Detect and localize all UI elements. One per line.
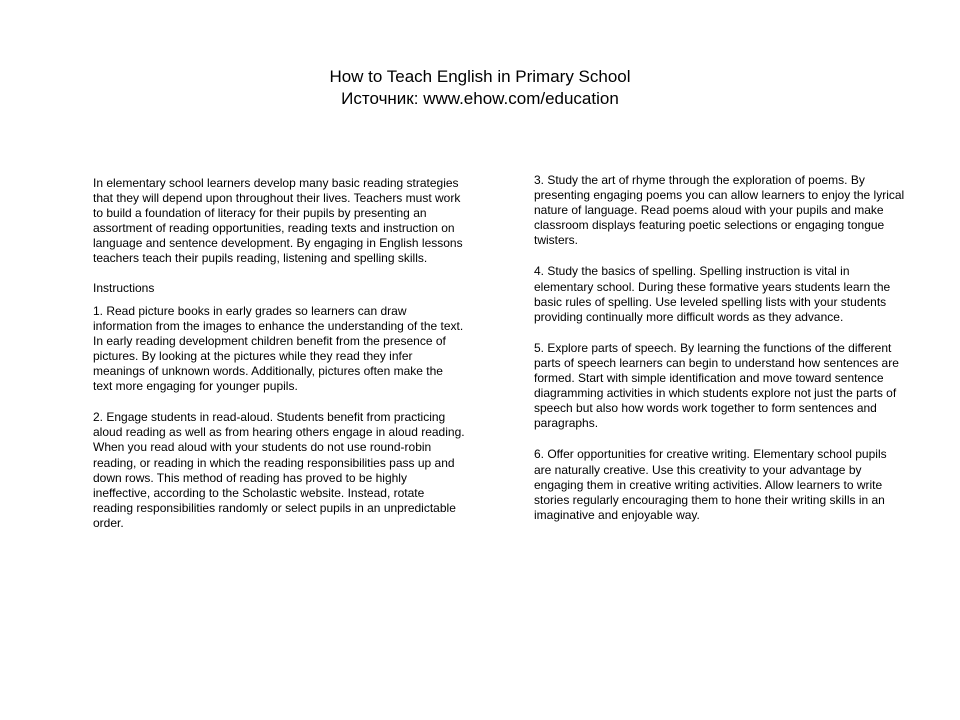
step-6-paragraph: 6. Offer opportunities for creative writing. Elementary school pupils are naturally creative. Use this creativity to your advantage by engaging them in creative writing activities. Allow learners to write stories regularly encouraging them to hone their writing skills in an imaginative and enjoyable way. (534, 447, 887, 522)
intro-paragraph: In elementary school learners develop many basic reading strategies that they will depend upon throughout their lives. Teachers must work to build a foundation of literacy for their pupils by presenting an assortment of reading opportunities, reading texts and instruction on language and sentence development. By engaging in English lessons teachers teach their pupils reading, listening and spelling skills. (93, 176, 463, 266)
right-column (534, 173, 906, 523)
step-4-paragraph: 4. Study the basics of spelling. Spelling instruction is vital in elementary school. During these formative years students learn the basic rules of spelling. Use leveled spelling lists with your students providing continually more difficult words as they advance. (534, 264, 891, 324)
title-source: Источник: www.ehow.com/education (341, 89, 619, 108)
step-1-paragraph: 1. Read picture books in early grades so learners can draw information from the images to enhance the understanding of the text. In early reading development children benefit from the presence of pictures. By looking at the pictures while they read they infer meanings of unknown words. Additionally, pictures often make the text more engaging for younger pupils. (93, 303, 464, 394)
title-main: How to Teach English in Primary School (329, 67, 631, 86)
step-5-paragraph: 5. Explore parts of speech. By learning the functions of the different parts of speech learners can begin to understand how sentences are formed. Start with simple identification and move toward sentence diagramming activities in which students explore not just the parts of speech but also how words work together to form sentences and paragraphs. (534, 340, 899, 431)
step-2-paragraph: 2. Engage students in read-aloud. Students benefit from practicing aloud reading as well as from hearing others engage in aloud reading. When you read aloud with your students do not use round-robin reading, or reading in which the reading responsibilities pass up and down rows. This method of reading has proved to be highly ineffective, according to the Scholastic website. Instead, rotate reading responsibilities randomly or select pupils in an unpredictable order. (93, 410, 465, 530)
page-title (0, 66, 960, 110)
step-3-paragraph: 3. Study the art of rhyme through the exploration of poems. By presenting engaging poems you can allow learners to enjoy the lyrical nature of language. Read poems aloud with your pupils and make classroom displays featuring poetic selections or engaging tongue twisters. (534, 173, 905, 248)
instructions-heading: Instructions (93, 280, 155, 295)
left-column (93, 176, 465, 531)
